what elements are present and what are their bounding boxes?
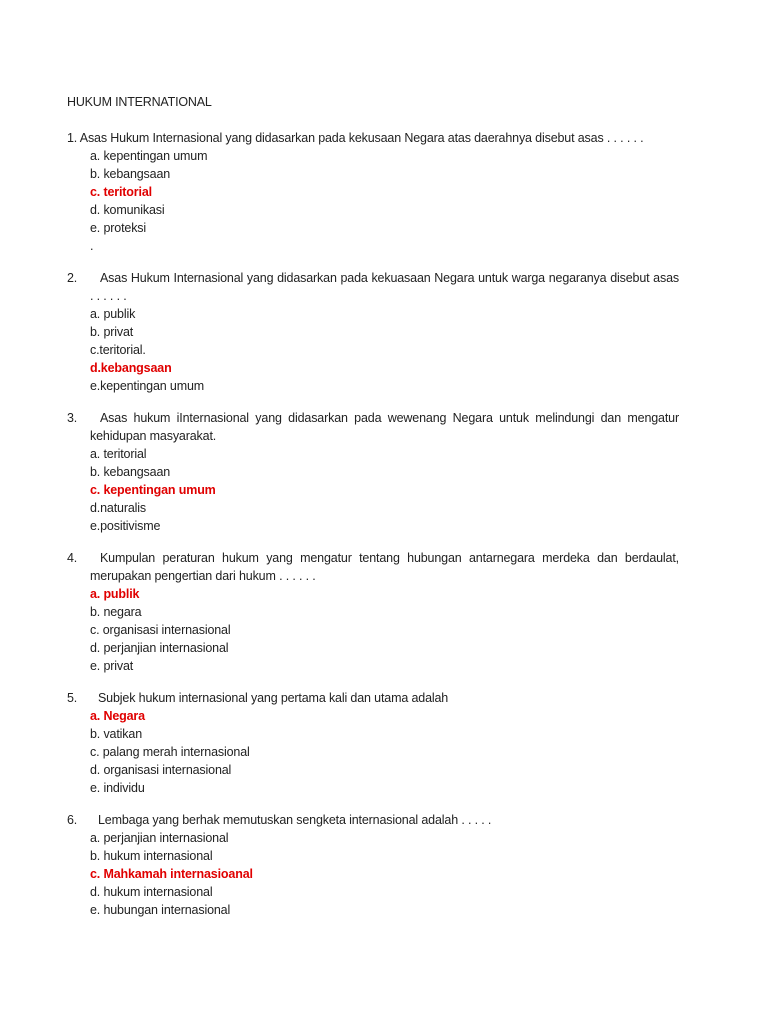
option-a: a. perjanjian internasional (90, 831, 229, 845)
option-a: a. teritorial (90, 447, 147, 461)
question-6-options (67, 829, 679, 919)
question-6 (67, 811, 679, 919)
option-b: b. kebangsaan (90, 465, 171, 479)
option-a-correct: a. publik (90, 587, 140, 601)
question-2-stem (67, 269, 679, 305)
option-b: b. vatikan (90, 727, 143, 741)
option-d: d.naturalis (90, 501, 147, 515)
option-c: c.teritorial. (90, 343, 146, 357)
option-d: d. perjanjian internasional (90, 641, 229, 655)
question-number: 5. (67, 691, 78, 705)
question-3-stem (67, 409, 679, 445)
document-title: HUKUM INTERNATIONAL (67, 95, 212, 109)
question-text: Lembaga yang berhak memutuskan sengketa internasional adalah . . . . . (98, 813, 492, 827)
option-a-correct: a. Negara (90, 709, 145, 723)
question-5 (67, 689, 679, 797)
option-d: d. hukum internasional (90, 885, 213, 899)
question-number: 6. (67, 813, 78, 827)
option-c-correct: c. kepentingan umum (90, 483, 216, 497)
question-5-options (67, 707, 679, 797)
option-d: d. komunikasi (90, 203, 165, 217)
question-4 (67, 549, 679, 675)
question-5-stem (67, 689, 679, 707)
option-e: e. proteksi (90, 221, 147, 235)
question-text: Asas Hukum Internasional yang didasarkan pada kekusaan Negara atas daerahnya disebut asas . . . . . . (79, 131, 644, 145)
option-c-correct: c. teritorial (90, 185, 152, 199)
option-e: e. individu (90, 781, 145, 795)
question-1-options (67, 147, 679, 255)
option-d: d. organisasi internasional (90, 763, 232, 777)
option-e: e.kepentingan umum (90, 379, 205, 393)
option-b: b. kebangsaan (90, 167, 171, 181)
question-4-options (67, 585, 679, 675)
option-b: b. negara (90, 605, 142, 619)
question-3-options (67, 445, 679, 535)
question-text: Kumpulan peraturan hukum yang mengatur tentang hubungan antarnegara merdeka dan berdaulat, merupakan pengertian dari hukum . . . . . . (90, 551, 679, 583)
question-number: 1. (67, 131, 78, 145)
question-text: Asas Hukum Internasional yang didasarkan pada kekuasaan Negara untuk warga negaranya disebut asas . . . . . . (90, 271, 679, 303)
question-text: Asas hukum iInternasional yang didasarkan pada wewenang Negara untuk melindungi dan mengatur kehidupan masyarakat. (90, 411, 679, 443)
question-text: Subjek hukum internasional yang pertama kali dan utama adalah (98, 691, 449, 705)
option-e: e. hubungan internasional (90, 903, 231, 917)
stray-dot: . (90, 239, 94, 253)
question-2 (67, 269, 679, 395)
option-a: a. publik (90, 307, 136, 321)
question-1-stem (67, 129, 679, 147)
option-b: b. hukum internasional (90, 849, 213, 863)
question-2-options (67, 305, 679, 395)
question-6-stem (67, 811, 679, 829)
question-3 (67, 409, 679, 535)
document-page (67, 93, 679, 933)
option-d-correct: d.kebangsaan (90, 361, 172, 375)
option-e: e.positivisme (90, 519, 161, 533)
option-e: e. privat (90, 659, 134, 673)
option-b: b. privat (90, 325, 134, 339)
question-1 (67, 129, 679, 255)
question-number: 4. (67, 551, 78, 565)
option-a: a. kepentingan umum (90, 149, 208, 163)
question-number: 2. (67, 271, 78, 285)
option-c-correct: c. Mahkamah internasioanal (90, 867, 253, 881)
question-number: 3. (67, 411, 78, 425)
question-4-stem (67, 549, 679, 585)
option-c: c. organisasi internasional (90, 623, 231, 637)
option-c: c. palang merah internasional (90, 745, 250, 759)
